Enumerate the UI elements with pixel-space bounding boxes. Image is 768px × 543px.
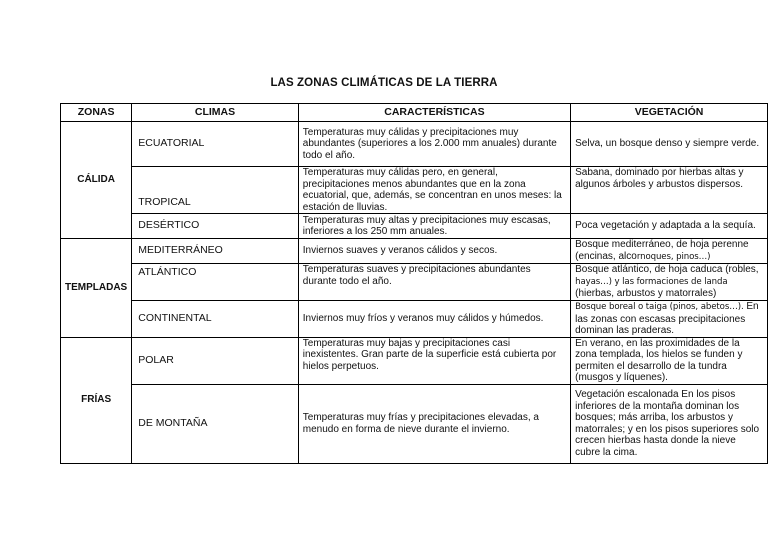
caracteristicas-cell: Temperaturas muy bajas y precipitaciones casi inexistentes. Gran parte de la superficie está cubierta por hielos perpetuos. [298, 337, 570, 384]
caracteristicas-cell: Temperaturas muy cálidas y precipitaciones muy abundantes (superiores a los 2.000 mm anuales) durante todo el año. [298, 122, 570, 167]
caracteristicas-cell: Inviernos muy fríos y veranos muy cálidos y húmedos. [298, 301, 570, 338]
vegetacion-cell: Selva, un bosque denso y siempre verde. [571, 122, 768, 167]
vegetacion-cell: En verano, en las proximidades de la zona templada, los hielos se funden y permiten el desarrollo de la tundra (musgos y líquenes). [571, 337, 768, 384]
vegetacion-text: Bosque atlántico, de hoja caduca (robles, [575, 264, 759, 276]
caracteristicas-cell: Inviernos suaves y veranos cálidos y secos. [298, 239, 570, 264]
clima-cell: ATLÁNTICO [132, 264, 299, 301]
clima-cell: DESÉRTICO [132, 214, 299, 239]
table-row [61, 264, 768, 301]
vegetacion-text: Bosque mediterráneo, de hoja perenne (encinas, alco [575, 239, 749, 262]
vegetacion-cell [571, 264, 768, 301]
clima-cell: MEDITERRÁNEO [132, 239, 299, 264]
header-zonas: ZONAS [61, 104, 132, 122]
header-climas: CLIMAS [132, 104, 299, 122]
header-caracteristicas: CARACTERÍSTICAS [298, 104, 570, 122]
vegetacion-cell [571, 239, 768, 264]
caracteristicas-cell: Temperaturas muy altas y precipitaciones muy escasas, inferiores a los 250 mm anuales. [298, 214, 570, 239]
header-vegetacion: VEGETACIÓN [571, 104, 768, 122]
table-row [61, 167, 768, 214]
clima-cell: CONTINENTAL [132, 301, 299, 338]
caracteristicas-cell: Temperaturas suaves y precipitaciones abundantes durante todo el año. [298, 264, 570, 301]
zone-frias: FRÍAS [61, 337, 132, 463]
vegetacion-cell: Sabana, dominado por hierbas altas y algunos árboles y arbustos dispersos. [571, 167, 768, 214]
table-row [61, 239, 768, 264]
table-row [61, 122, 768, 167]
climate-zones-table [60, 103, 768, 464]
vegetacion-cell [571, 301, 768, 338]
vegetacion-text: En las zonas con escasas precipitaciones dominan las praderas. [575, 301, 759, 336]
vegetacion-text-alt-font: rnoques, pinos…) [636, 251, 711, 262]
clima-cell: POLAR [132, 337, 299, 384]
clima-cell: ECUATORIAL [132, 122, 299, 167]
table-row [61, 384, 768, 463]
clima-cell: TROPICAL [132, 167, 299, 214]
table-row [61, 214, 768, 239]
vegetacion-text: (hierbas, arbustos y matorrales) [575, 288, 717, 300]
zone-calida: CÁLIDA [61, 122, 132, 239]
clima-cell: DE MONTAÑA [132, 384, 299, 463]
vegetacion-text-alt-font: hayas…) y las formaciones de landa [575, 276, 728, 287]
caracteristicas-cell: Temperaturas muy frías y precipitaciones elevadas, a menudo en forma de nieve durante el invierno. [298, 384, 570, 463]
caracteristicas-cell: Temperaturas muy cálidas pero, en general, precipitaciones menos abundantes que en la zona ecuatorial, que, además, se concentran en unos meses: la estación de lluvias. [298, 167, 570, 214]
vegetacion-cell: Poca vegetación y adaptada a la sequía. [571, 214, 768, 239]
vegetacion-text-alt-font: Bosque boreal o taiga (pinos, abetos…). [575, 302, 744, 312]
page-title: LAS ZONAS CLIMÁTICAS DE LA TIERRA [270, 77, 498, 89]
table-row [61, 337, 768, 384]
header-row [61, 104, 768, 122]
vegetacion-cell: Vegetación escalonada En los pisos inferiores de la montaña dominan los bosques; más arriba, los arbustos y matorrales; y en los pisos superiores solo crecen hierbas hasta donde la nieve cubre la cima. [571, 384, 768, 463]
zone-templadas: TEMPLADAS [61, 239, 132, 338]
table-row [61, 301, 768, 338]
